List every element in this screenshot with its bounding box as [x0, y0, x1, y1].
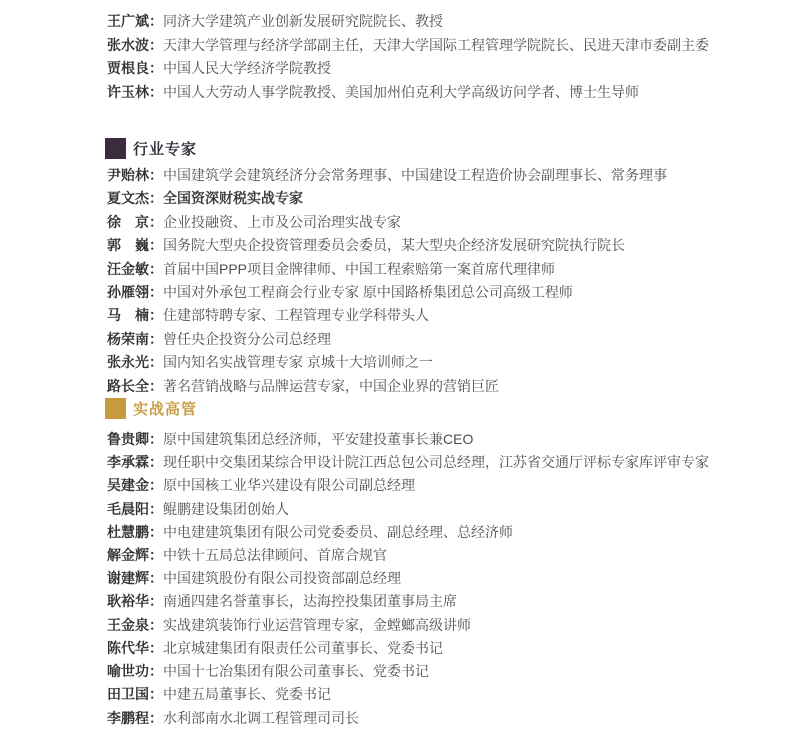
section-title: 实战高管	[133, 401, 198, 419]
expert-name: 杜慧鹏：	[107, 523, 163, 540]
expert-name: 鲁贵卿：	[107, 431, 163, 448]
expert-desc: 中国十七冶集团有限公司董事长、党委书记	[163, 663, 429, 680]
expert-name: 张永光：	[107, 354, 163, 371]
expert-row	[107, 57, 780, 81]
expert-row	[107, 614, 780, 637]
expert-desc: 中国建筑股份有限公司投资部副总经理	[163, 570, 401, 587]
expert-row	[107, 451, 780, 474]
expert-row	[107, 351, 780, 374]
expert-name: 马 楠：	[107, 307, 163, 324]
expert-row	[107, 81, 780, 105]
expert-name: 郭 巍：	[107, 237, 163, 254]
expert-name: 陈代华：	[107, 639, 163, 656]
expert-name: 汪金敏：	[107, 260, 163, 277]
section-marker-square-icon	[105, 398, 126, 419]
expert-desc: 中国对外承包工程商会行业专家 原中国路桥集团总公司高级工程师	[163, 284, 573, 301]
expert-row	[107, 10, 780, 34]
expert-row	[107, 211, 780, 234]
intro-expert-list	[107, 10, 780, 104]
expert-desc: 水利部南水北调工程管理司司长	[163, 709, 359, 726]
expert-desc: 中铁十五局总法律顾问、首席合规官	[163, 547, 387, 564]
expert-row	[107, 34, 780, 58]
expert-row	[107, 164, 780, 187]
expert-row	[107, 521, 780, 544]
expert-desc: 鲲鹏建设集团创始人	[163, 500, 289, 517]
industry-expert-list	[107, 164, 780, 398]
expert-name: 徐 京：	[107, 213, 163, 230]
expert-row	[107, 281, 780, 304]
expert-desc: 中电建建筑集团有限公司党委委员、副总经理、总经济师	[163, 523, 513, 540]
expert-row	[107, 328, 780, 351]
expert-row	[107, 590, 780, 613]
expert-desc: 现任职中交集团某综合甲设计院江西总包公司总经理，江苏省交通厅评标专家库评审专家	[163, 454, 709, 471]
expert-name: 尹贻林：	[107, 167, 163, 183]
expert-desc: 著名营销战略与品牌运营专家，中国企业界的营销巨匠	[163, 377, 499, 394]
expert-desc: 实战建筑装饰行业运营管理专家，金螳螂高级讲师	[163, 616, 471, 633]
section-title: 行业专家	[133, 141, 198, 158]
expert-desc: 国务院大型央企投资管理委员会委员，某大型央企经济发展研究院执行院长	[163, 237, 625, 254]
section-header-industry	[107, 138, 780, 159]
expert-desc: 全国资深财税实战专家	[163, 190, 303, 207]
expert-name: 王广斌：	[107, 13, 163, 29]
expert-name: 杨荣南：	[107, 330, 163, 347]
expert-row	[107, 637, 780, 660]
expert-desc: 北京城建集团有限责任公司董事长、党委书记	[163, 639, 443, 656]
expert-row	[107, 304, 780, 327]
expert-row	[107, 428, 780, 451]
expert-desc: 同济大学建筑产业创新发展研究院院长、教授	[163, 13, 443, 29]
expert-row	[107, 544, 780, 567]
expert-name: 田卫国：	[107, 686, 163, 703]
expert-row	[107, 567, 780, 590]
expert-name: 贾根良：	[107, 60, 163, 76]
expert-name: 王金泉：	[107, 616, 163, 633]
expert-desc: 企业投融资、上市及公司治理实战专家	[163, 213, 401, 230]
expert-row	[107, 234, 780, 257]
expert-name: 毛晨阳：	[107, 500, 163, 517]
expert-name: 李承霖：	[107, 454, 163, 471]
expert-desc: 中建五局董事长、党委书记	[163, 686, 331, 703]
expert-row	[107, 660, 780, 683]
expert-name: 耿裕华：	[107, 593, 163, 610]
section-header-executive	[107, 398, 780, 419]
expert-desc: 曾任央企投资分公司总经理	[163, 330, 331, 347]
expert-row	[107, 707, 780, 730]
expert-name: 张水波：	[107, 36, 163, 53]
expert-desc: 中国建筑学会建筑经济分会常务理事、中国建设工程造价协会副理事长、常务理事	[163, 167, 667, 183]
expert-desc: 南通四建名誉董事长，达海控投集团董事局主席	[163, 593, 457, 610]
section-marker-square-icon	[105, 138, 126, 159]
expert-desc: 原中国建筑集团总经济师，平安建投董事长兼CEO	[163, 431, 474, 448]
expert-name: 夏文杰：	[107, 190, 163, 207]
executive-expert-list	[107, 428, 780, 730]
expert-row	[107, 683, 780, 706]
expert-name: 喻世功：	[107, 663, 163, 680]
expert-name: 谢建辉：	[107, 570, 163, 587]
expert-name: 许玉林：	[107, 83, 163, 100]
expert-row	[107, 498, 780, 521]
expert-name: 孙雁翎：	[107, 284, 163, 301]
expert-desc: 中国人民大学经济学院教授	[163, 60, 331, 76]
expert-desc: 中国人大劳动人事学院教授、美国加州伯克利大学高级访问学者、博士生导师	[163, 83, 639, 100]
expert-desc: 原中国核工业华兴建设有限公司副总经理	[163, 477, 415, 494]
expert-row	[107, 375, 780, 398]
expert-desc: 首届中国PPP项目金牌律师、中国工程索赔第一案首席代理律师	[163, 260, 556, 277]
expert-row	[107, 474, 780, 497]
expert-desc: 国内知名实战管理专家 京城十大培训师之一	[163, 354, 433, 371]
expert-name: 吴建金：	[107, 477, 163, 494]
expert-row	[107, 187, 780, 210]
content-area	[107, 10, 780, 730]
expert-name: 李鹏程：	[107, 709, 163, 726]
expert-row	[107, 258, 780, 281]
expert-desc: 住建部特聘专家、工程管理专业学科带头人	[163, 307, 429, 324]
expert-name: 解金辉：	[107, 547, 163, 564]
expert-desc: 天津大学管理与经济学部副主任，天津大学国际工程管理学院院长、民进天津市委副主委	[163, 36, 709, 53]
expert-name: 路长全：	[107, 377, 163, 394]
